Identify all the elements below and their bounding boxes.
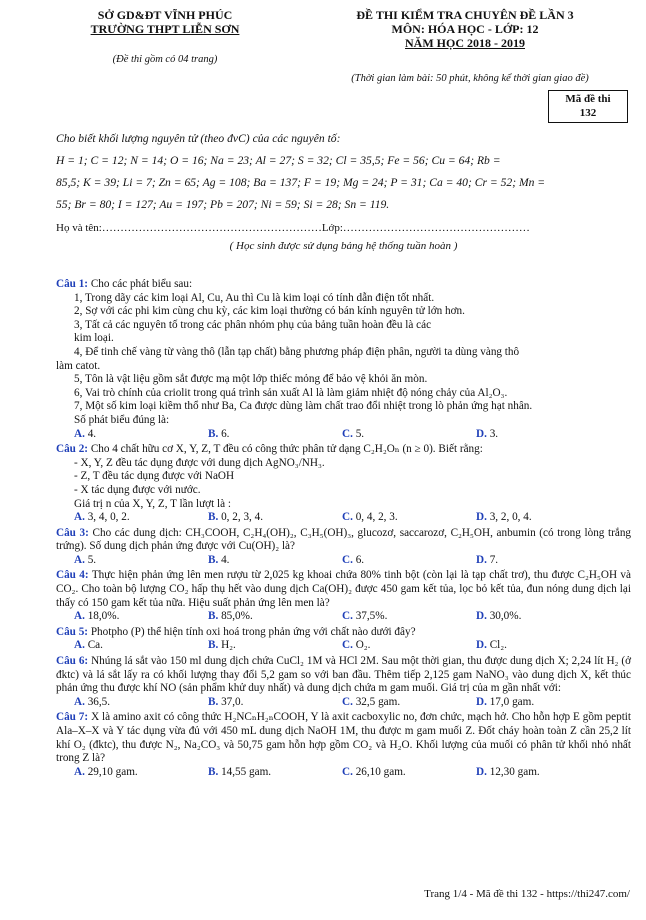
atomic-masses-line: H = 1; C = 12; N = 14; O = 16; Na = 23; Al = 27; S = 32; Cl = 35,5; Fe = 56; Cu = 64; Rb = — [56, 154, 501, 167]
option-d[interactable]: D. 3, 2, 0, 4. — [476, 511, 532, 524]
department-name: SỞ GD&ĐT VĨNH PHÚC — [97, 8, 233, 22]
question-text: Photpho (P) thể hiện tính oxi hoá trong phản ứng với chất nào dưới đây? — [90, 625, 416, 638]
question-3 — [56, 527, 631, 554]
question-2 — [56, 443, 631, 457]
exam-code-label: Mã đề thi — [565, 93, 611, 105]
statement: 1, Trong dãy các kim loại Al, Cu, Au thì Cu là kim loại có tính dẫn điện tốt nhất. — [74, 291, 435, 304]
statement: 2, Sợ với các phi kim cùng chu kỳ, các kim loại thường có bán kính nguyên tử lớn hơn. — [74, 305, 465, 318]
option-c[interactable]: C. 37,5%. — [342, 610, 388, 623]
statement: Số phát biểu đúng là: — [74, 413, 170, 426]
option-a[interactable]: A. 4. — [74, 427, 97, 440]
statement: 5, Tôn là vật liệu gồm sắt được mạ một lớp thiếc mỏng để bảo vệ khỏi ăn mòn. — [74, 373, 428, 386]
question-label: Câu 5: — [56, 625, 89, 638]
option-d[interactable]: D. Cl₂. — [476, 639, 507, 652]
option-c[interactable]: C. 5. — [342, 427, 365, 440]
question-text: Cho các dung dịch: CH₃COOH, C₂H₄(OH)₂, C₃H₅(OH)₃, glucozơ, saccarozơ, C₂H₅OH, anbumin (có trong lòng trắng trứng). Số dung dịch phản ứng được với Cu(OH)₂ là? — [56, 526, 632, 553]
answer-options — [56, 696, 631, 710]
option-d[interactable]: D. 7. — [476, 553, 499, 566]
option-a[interactable]: A. 29,10 gam. — [74, 765, 138, 778]
question-text: Thực hiện phản ứng lên men rượu từ 2,025 kg khoai chứa 80% tinh bột (còn lại là tạp chất trơ), thu được C₂H₅OH và CO₂. Cho toàn bộ lượng CO₂ hấp thụ hết vào dung dịch Ca(OH)₂ được 450 gam kết tủa, lọc bỏ kết tủa, đun nóng dung dịch lại thấy có 150 gam kết tủa nữa. Hiệu suất phản ứng lên men là? — [56, 569, 631, 609]
option-a[interactable]: A. 5. — [74, 553, 97, 566]
option-c[interactable]: C. O₂. — [342, 639, 371, 652]
option-b[interactable]: B. 14,55 gam. — [208, 765, 272, 778]
exam-header — [300, 8, 630, 50]
condition: - X, Y, Z đều tác dụng được với dung dịch AgNO₃/NH₃. — [74, 456, 325, 469]
statement: 6, Vai trò chính của criolit trong quá trình sản xuất Al là làm giảm nhiệt độ nóng chảy của Al₂O₃. — [74, 386, 508, 399]
option-a[interactable]: A. 18,0%. — [74, 610, 120, 623]
atomic-masses-intro: Cho biết khối lượng nguyên tử (theo đvC) của các nguyên tố: — [56, 132, 341, 145]
school-name: TRƯỜNG THPT LIỄN SƠN — [90, 22, 240, 36]
condition: Giá trị n của X, Y, Z, T lần lượt là : — [74, 497, 231, 510]
option-b[interactable]: B. H₂. — [208, 639, 236, 652]
school-year: NĂM HỌC 2018 - 2019 — [405, 36, 525, 50]
option-c[interactable]: C. 32,5 gam. — [342, 695, 401, 708]
question-5 — [56, 626, 631, 640]
exam-code-box — [548, 90, 628, 123]
option-d[interactable]: D. 30,0%. — [476, 610, 522, 623]
statement: kim loại. — [74, 332, 114, 345]
option-c[interactable]: C. 6. — [342, 553, 365, 566]
question-label: Câu 7: — [56, 711, 89, 724]
option-b[interactable]: B. 4. — [208, 553, 230, 566]
question-label: Câu 1: — [56, 278, 89, 290]
pages-note: (Đề thi gồm có 04 trang) — [112, 54, 218, 65]
atomic-masses — [56, 128, 631, 216]
question-text: Nhúng lá sắt vào 150 ml dung dịch chứa CuCl₂ 1M và HCl 2M. Sau một thời gian, thu được dung dịch X; 2,24 lít H₂ (ở đktc) và lá sắt lấy ra có khối lượng thay đổi 5,2 gam so với ban đầu. Thêm tiếp 2,125 gam NaNO₃ vào dung dịch X, kết thúc phản ứng thu được khí NO (sản phẩm khử duy nhất) và dung dịch chứa m gam muối. Giá trị của m gần nhất với: — [56, 655, 632, 695]
answer-options — [56, 610, 631, 624]
condition: - Z, T đều tác dụng được với NaOH — [74, 470, 235, 483]
answer-options — [56, 766, 631, 780]
exam-subject: MÔN: HÓA HỌC - LỚP: 12 — [391, 22, 539, 36]
option-b[interactable]: B. 0, 2, 3, 4. — [208, 511, 264, 524]
question-list — [56, 276, 631, 779]
exam-code-value: 132 — [579, 107, 597, 119]
option-d[interactable]: D. 17,0 gam. — [476, 695, 535, 708]
option-c[interactable]: C. 26,10 gam. — [342, 765, 406, 778]
question-label: Câu 3: — [56, 526, 89, 539]
question-text: Cho 4 chất hữu cơ X, Y, Z, T đều có công thức phân tử dạng C₂H₂Oₙ (n ≥ 0). Biết rằng: — [90, 443, 483, 456]
option-d[interactable]: D. 12,30 gam. — [476, 765, 540, 778]
school-header — [60, 8, 270, 65]
question-text: Cho các phát biểu sau: — [90, 278, 193, 290]
exam-title: ĐỀ THI KIỂM TRA CHUYÊN ĐỀ LẦN 3 — [356, 8, 574, 22]
question-label: Câu 4: — [56, 569, 89, 582]
answer-options — [56, 428, 631, 442]
question-7 — [56, 711, 631, 765]
answer-options — [56, 554, 631, 568]
question-6 — [56, 655, 631, 696]
option-c[interactable]: C. 0, 4, 2, 3. — [342, 511, 398, 524]
condition: - X tác dụng được với nước. — [74, 483, 201, 496]
statement: làm catot. — [56, 359, 101, 372]
student-name-line: Họ và tên:……………………………………………………Lớp:…………………………………………… — [56, 222, 530, 234]
atomic-masses-line: 85,5; K = 39; Li = 7; Zn = 65; Ag = 108; Ba = 137; F = 19; Mg = 24; P = 31; Ca = 40; Cr = 52; Mn = — [56, 176, 546, 189]
option-d[interactable]: D. 3. — [476, 427, 499, 440]
question-text: X là amino axit có công thức H₂NCₙH₂ₙCOOH, Y là axit cacboxylic no, đơn chức, mạch hở. Cho hỗn hợp E gồm peptit Ala–X–X và Y tác dụng vừa đủ với 450 mL dung dịch NaOH 1M, thu được m gam muối Z. Đốt cháy hoàn toàn Z cần 25,2 lít khí O₂ (đktc), thu được N₂, Na₂CO₃ và 50,75 gam hỗn hợp gồm CO₂ và H₂O. Khối lượng của muối có phân tử khối nhỏ nhất trong Z là? — [56, 711, 632, 765]
question-1 — [56, 278, 631, 292]
answer-options — [56, 639, 631, 653]
option-a[interactable]: A. Ca. — [74, 639, 103, 652]
option-b[interactable]: B. 6. — [208, 427, 230, 440]
question-4 — [56, 569, 631, 610]
option-a[interactable]: A. 3, 4, 0, 2. — [74, 511, 130, 524]
question-label: Câu 6: — [56, 655, 89, 668]
time-note: (Thời gian làm bài: 50 phút, không kể thời gian giao đề) — [351, 73, 589, 84]
statement: 4, Để tinh chế vàng từ vàng thô (lẫn tạp chất) bằng phương pháp điện phân, người ta dùng vàng thô — [74, 345, 520, 358]
statement: 7, Một số kim loại kiềm thổ như Ba, Ca được dùng làm chất trao đổi nhiệt trong lò phản ứng hạt nhân. — [74, 400, 533, 413]
page-footer: Trang 1/4 - Mã đề thi 132 - https://thi247.com/ — [424, 888, 630, 900]
option-b[interactable]: B. 85,0%. — [208, 610, 253, 623]
answer-options — [56, 511, 631, 525]
statement: 3, Tất cả các nguyên tố trong các phân nhóm phụ của bảng tuần hoàn đều là các — [74, 318, 432, 331]
option-b[interactable]: B. 37,0. — [208, 695, 244, 708]
periodic-table-note: ( Học sinh được sử dụng bảng hệ thống tuần hoàn ) — [229, 240, 458, 252]
atomic-masses-line: 55; Br = 80; I = 127; Au = 197; Pb = 207; Ni = 59; Si = 28; Sn = 119. — [56, 198, 390, 211]
option-a[interactable]: A. 36,5. — [74, 695, 111, 708]
question-label: Câu 2: — [56, 443, 89, 456]
